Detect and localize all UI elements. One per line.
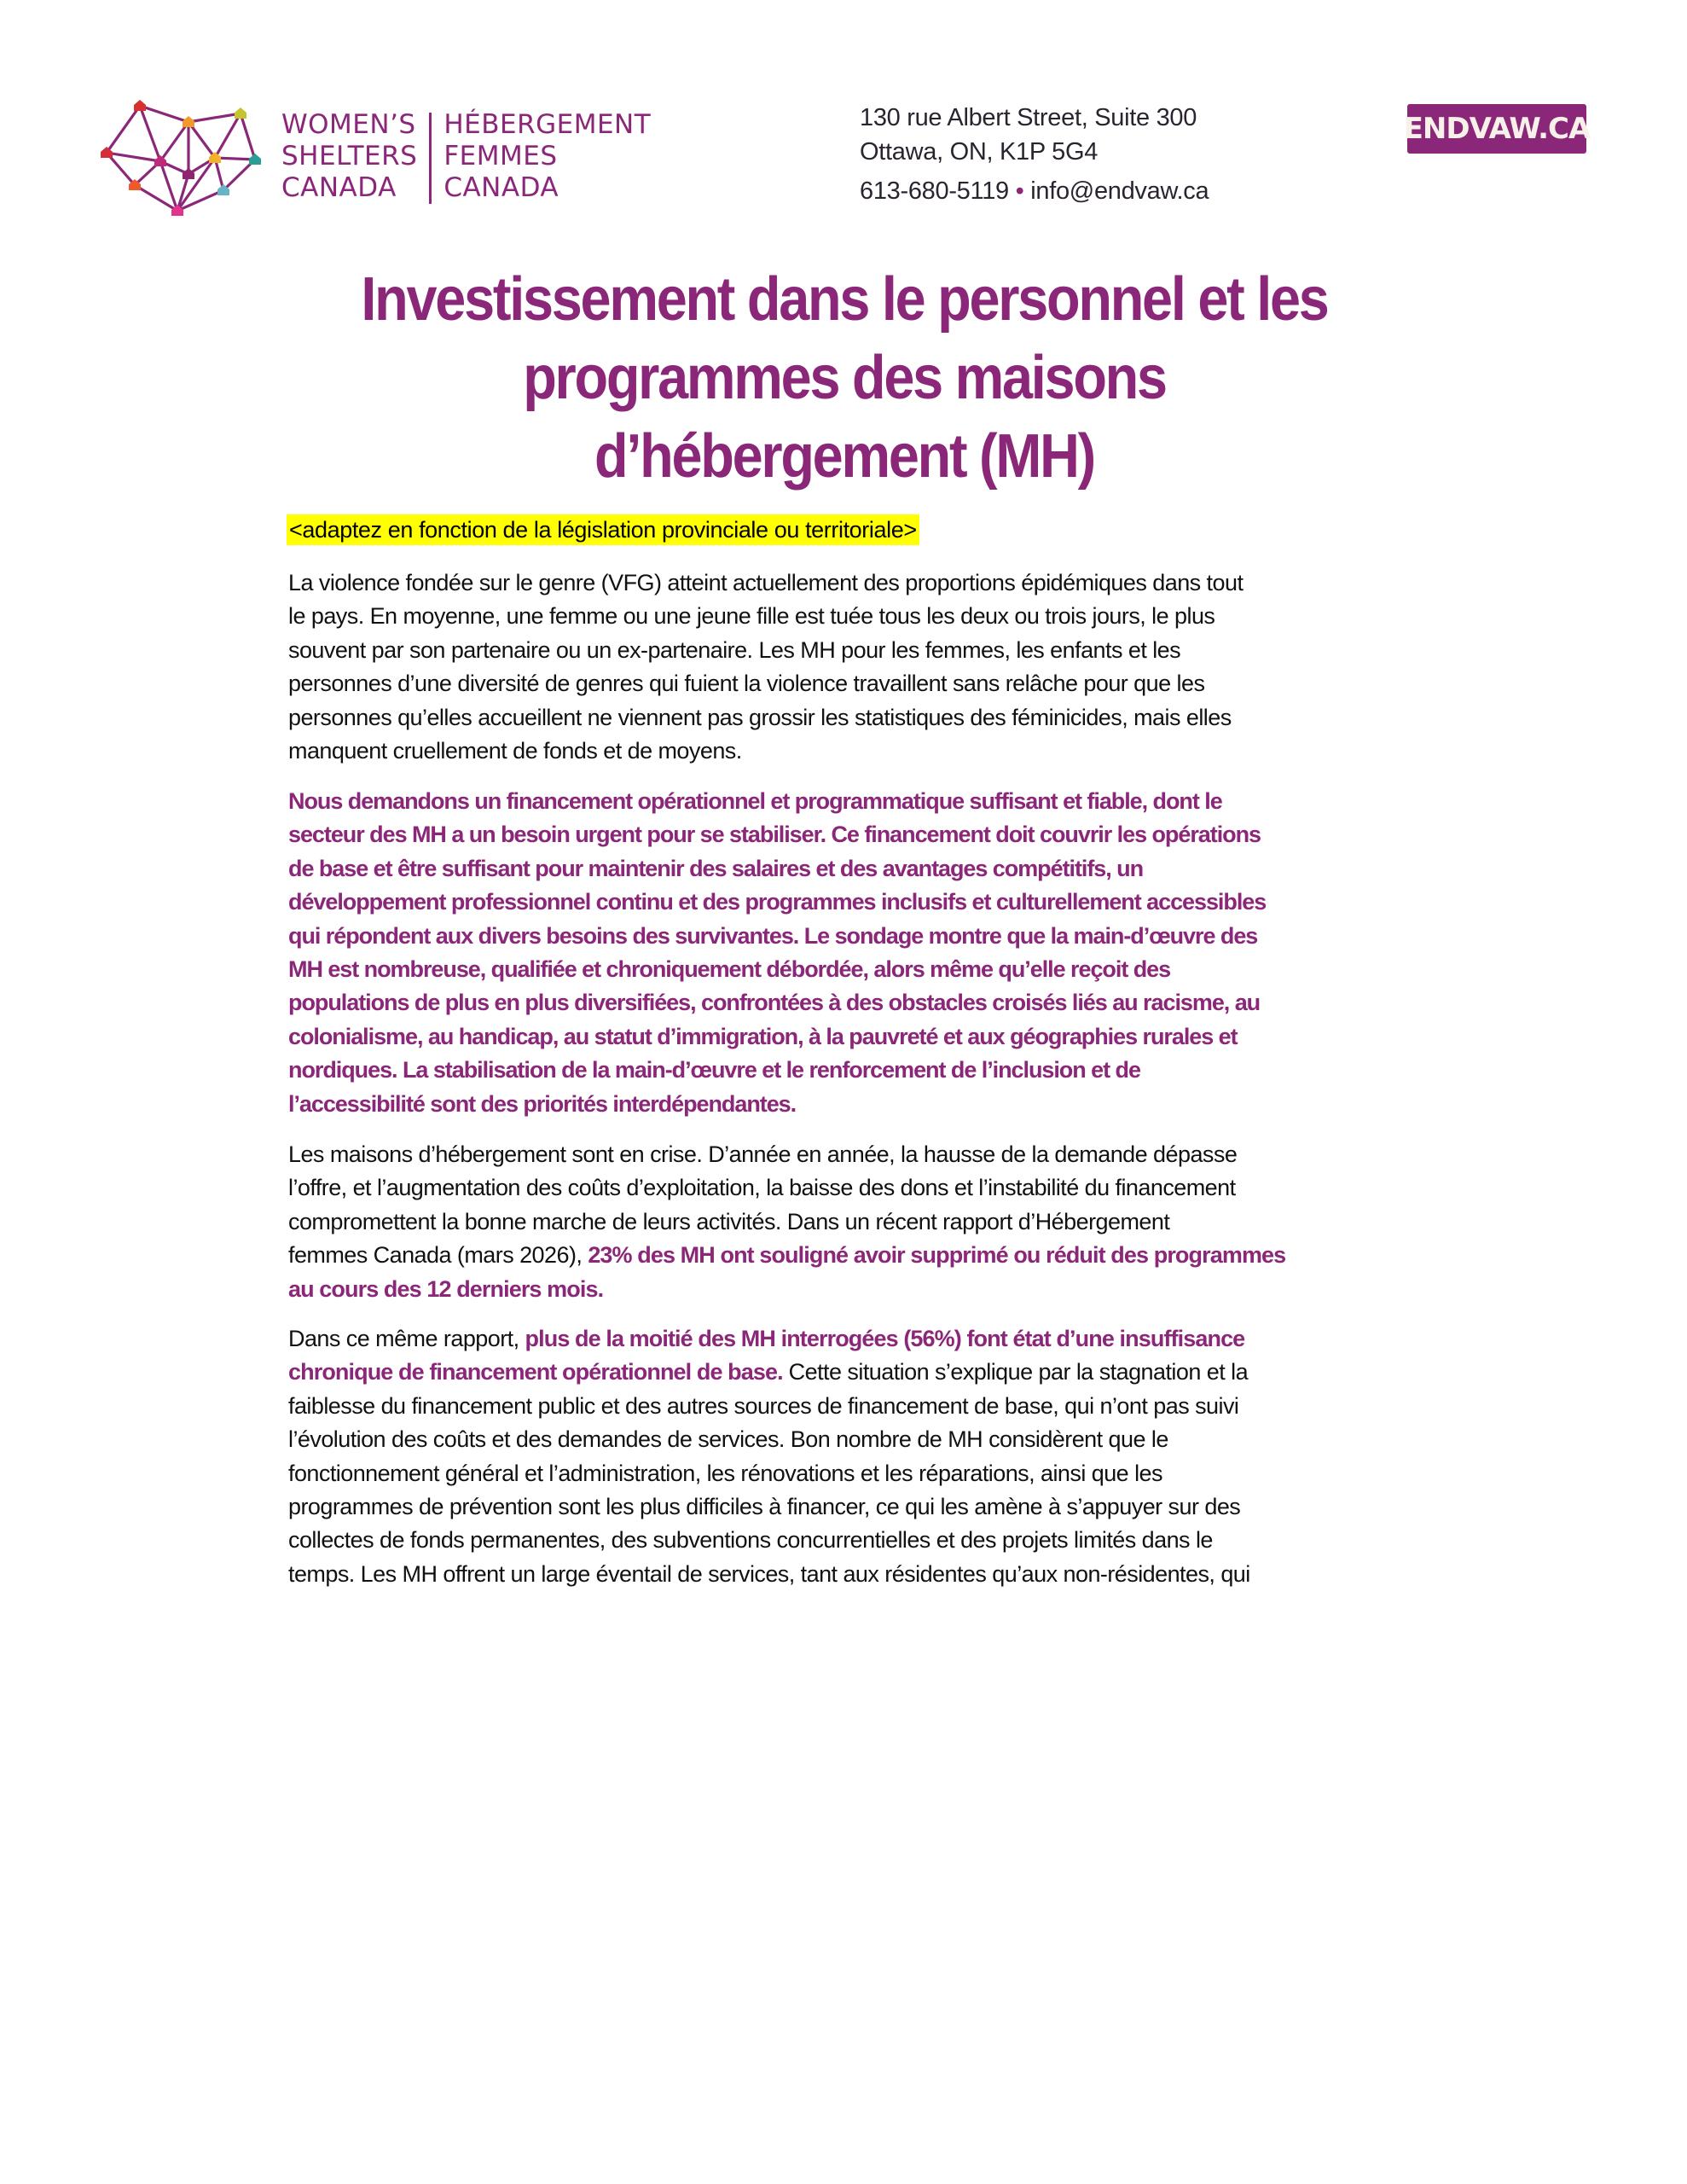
text-line: de base et être suffisant pour maintenir des salaires et des avantages compétitifs, un <box>288 855 1144 881</box>
network-heart-icon <box>92 92 271 227</box>
text-line: développement professionnel continu et des programmes inclusifs et culturellement accessibles <box>288 889 1267 915</box>
text-line: secteur des MH a un besoin urgent pour se stabiliser. Ce financement doit couvrir les opérations <box>288 822 1261 848</box>
email-link[interactable]: info@endvaw.ca <box>1030 177 1209 205</box>
stat-highlight: plus de la moitié des MH interrogées (56%) font état d’une insuffisance <box>525 1326 1245 1351</box>
paragraph-crisis <box>288 1138 1388 1306</box>
text-line: personnes qu’elles accueillent ne viennent pas grossir les statistiques des féminicides, mais elles <box>288 704 1232 730</box>
text-line: temps. Les MH offrent un large éventail de services, tant aux résidentes qu’aux non-résidentes, qui <box>288 1560 1250 1587</box>
text-run: Cette situation s’explique par la stagnation et la <box>782 1359 1249 1385</box>
paragraph-report <box>288 1322 1388 1591</box>
title-line: programmes des maisons <box>523 344 1166 412</box>
text-line: l’offre, et l’augmentation des coûts d’exploitation, la baisse des dons et l’instabilité du financement <box>288 1175 1236 1201</box>
text-line: populations de plus en plus diversifiées, confrontées à des obstacles croisés liés au racisme, au <box>288 990 1261 1016</box>
brand-wordmark <box>281 109 651 204</box>
stat-highlight: chronique de financement opérationnel de base. <box>288 1359 783 1385</box>
paragraph-intro <box>288 566 1388 768</box>
brand-english <box>281 109 417 204</box>
endvaw-badge[interactable]: ENDVAW.CA <box>1407 104 1586 154</box>
text-line <box>288 1273 1388 1306</box>
text-line: fonctionnement général et l’administration, les rénovations et les réparations, ainsi que les <box>288 1460 1162 1486</box>
text-line: Les maisons d’hébergement sont en crise. D’année en année, la hausse de la demande dépasse <box>288 1141 1238 1167</box>
text-line: colonialisme, au handicap, au statut d’immigration, à la pauvreté et aux géographies rurales et <box>288 1023 1238 1049</box>
stat-highlight: au cours des 12 derniers mois. <box>288 1275 604 1302</box>
text-line: manquent cruellement de fonds et de moyens. <box>288 737 742 764</box>
page-title <box>315 260 1374 496</box>
text-line <box>288 1239 1388 1272</box>
phone-number[interactable]: 613-680-5119 <box>860 177 1009 205</box>
brand-fr-line: HÉBERGEMENT <box>443 109 652 140</box>
address-line-1: 130 rue Albert Street, Suite 300 <box>860 104 1197 131</box>
brand-en-line: WOMEN’S <box>281 109 416 140</box>
text-line: La violence fondée sur le genre (VFG) atteint actuellement des proportions épidémiques dans tout <box>288 570 1244 595</box>
text-line: le pays. En moyenne, une femme ou une jeune fille est tuée tous les deux ou trois jours, le plus <box>288 603 1215 630</box>
stat-highlight: 23% des MH ont souligné avoir supprimé ou réduit des programmes <box>588 1242 1286 1269</box>
logo-network-icon <box>92 92 271 227</box>
text-line: MH est nombreuse, qualifiée et chroniquement débordée, alors même qu’elle reçoit des <box>288 956 1171 982</box>
paragraph-demand <box>288 785 1388 1121</box>
phone-email-line <box>860 174 1209 208</box>
text-line: l’accessibilité sont des priorités interdépendantes. <box>288 1090 797 1117</box>
text-line: qui répondent aux divers besoins des survivantes. Le sondage montre que la main-d’œuvre des <box>288 922 1258 949</box>
title-line: Investissement dans le personnel et les <box>361 265 1328 334</box>
text-run: Dans ce même rapport, <box>288 1326 525 1351</box>
text-line <box>288 1356 1388 1389</box>
text-line: nordiques. La stabilisation de la main-d’œuvre et le renforcement de l’inclusion et de <box>288 1057 1140 1083</box>
text-line: programmes de prévention sont les plus difficiles à financer, ce qui les amène à s’appuyer sur des <box>288 1493 1241 1519</box>
text-line <box>288 1322 1388 1356</box>
text-run: femmes Canada (mars 2026), <box>288 1242 588 1269</box>
adaptation-note: <adaptez en fonction de la législation provinciale ou territoriale> <box>287 514 919 545</box>
address-line-2: Ottawa, ON, K1P 5G4 <box>860 138 1099 166</box>
brand-french <box>443 109 651 204</box>
text-line: personnes d’une diversité de genres qui fuient la violence travaillent sans relâche pour que les <box>288 671 1205 697</box>
text-line: Nous demandons un financement opérationnel et programmatique suffisant et fiable, dont le <box>288 788 1222 814</box>
text-line: souvent par son partenaire ou un ex-partenaire. Les MH pour les femmes, les enfants et les <box>288 636 1181 663</box>
brand-fr-line: FEMMES <box>443 141 558 171</box>
brand-fr-line: CANADA <box>443 172 559 203</box>
brand-divider <box>429 113 432 204</box>
contact-block <box>860 101 1209 208</box>
brand-en-line: SHELTERS <box>281 141 418 171</box>
title-line: d’hébergement (MH) <box>594 422 1094 491</box>
text-line: faiblesse du financement public et des autres sources de financement de base, qui n’ont pas suivi <box>288 1392 1239 1419</box>
bullet-separator: • <box>1015 177 1024 205</box>
brand-en-line: CANADA <box>281 172 397 203</box>
text-line: compromettent la bonne marche de leurs activités. Dans un récent rapport d’Hébergement <box>288 1208 1170 1234</box>
text-line: l’évolution des coûts et des demandes de services. Bon nombre de MH considèrent que le <box>288 1426 1168 1453</box>
text-line: collectes de fonds permanentes, des subventions concurrentielles et des projets limités dans le <box>288 1527 1213 1554</box>
